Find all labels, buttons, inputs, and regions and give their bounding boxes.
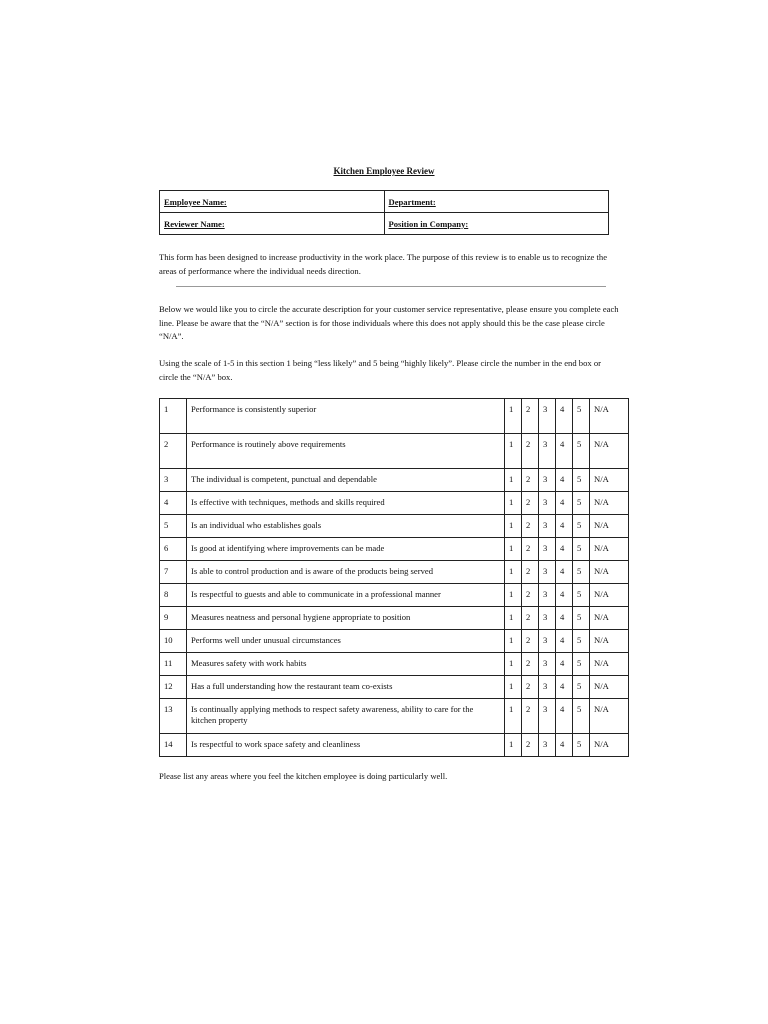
item-number: 4: [160, 492, 187, 515]
item-number: 13: [160, 699, 187, 734]
rating-option-5[interactable]: 5: [573, 515, 590, 538]
na-option[interactable]: N/A: [590, 653, 629, 676]
item-description: Performance is consistently superior: [187, 399, 505, 434]
instructions-paragraph: Below we would like you to circle the accurate description for your customer service representative, please ensure you complete each line. Please be aware that the “N/A” section is for those individuals where this does not apply should this be the case please circle “N/A”.: [159, 304, 619, 341]
review-row: [160, 734, 629, 757]
review-row: [160, 561, 629, 584]
rating-option-3[interactable]: 3: [539, 699, 556, 734]
review-row: [160, 653, 629, 676]
rating-option-3[interactable]: 3: [539, 515, 556, 538]
rating-option-5[interactable]: 5: [573, 561, 590, 584]
rating-option-5[interactable]: 5: [573, 584, 590, 607]
rating-option-4[interactable]: 4: [556, 434, 573, 469]
item-description: Is good at identifying where improvements can be made: [187, 538, 505, 561]
rating-option-3[interactable]: 3: [539, 734, 556, 757]
rating-option-4[interactable]: 4: [556, 734, 573, 757]
rating-option-3[interactable]: 3: [539, 607, 556, 630]
item-number: 12: [160, 676, 187, 699]
rating-option-4[interactable]: 4: [556, 607, 573, 630]
rating-option-5[interactable]: 5: [573, 538, 590, 561]
item-number: 9: [160, 607, 187, 630]
item-description: Is respectful to guests and able to communicate in a professional manner: [187, 584, 505, 607]
rating-option-3[interactable]: 3: [539, 561, 556, 584]
rating-option-3[interactable]: 3: [539, 653, 556, 676]
employee-info-table: [159, 190, 609, 235]
rating-option-1[interactable]: 1: [505, 515, 522, 538]
rating-option-2[interactable]: 2: [522, 607, 539, 630]
rating-option-4[interactable]: 4: [556, 699, 573, 734]
rating-option-4[interactable]: 4: [556, 399, 573, 434]
rating-option-3[interactable]: 3: [539, 538, 556, 561]
na-option[interactable]: N/A: [590, 607, 629, 630]
item-description: Measures neatness and personal hygiene appropriate to position: [187, 607, 505, 630]
rating-option-5[interactable]: 5: [573, 469, 590, 492]
review-row: [160, 584, 629, 607]
rating-option-1[interactable]: 1: [505, 653, 522, 676]
rating-option-4[interactable]: 4: [556, 561, 573, 584]
rating-option-4[interactable]: 4: [556, 653, 573, 676]
item-number: 11: [160, 653, 187, 676]
rating-option-5[interactable]: 5: [573, 492, 590, 515]
rating-option-2[interactable]: 2: [522, 699, 539, 734]
rating-option-3[interactable]: 3: [539, 399, 556, 434]
rating-option-1[interactable]: 1: [505, 584, 522, 607]
rating-option-2[interactable]: 2: [522, 399, 539, 434]
review-table-body: [160, 399, 629, 757]
rating-option-2[interactable]: 2: [522, 538, 539, 561]
info-row: [160, 191, 609, 213]
item-number: 8: [160, 584, 187, 607]
item-number: 10: [160, 630, 187, 653]
rating-option-3[interactable]: 3: [539, 492, 556, 515]
rating-option-3[interactable]: 3: [539, 676, 556, 699]
review-row: [160, 699, 629, 734]
item-description: Is respectful to work space safety and cleanliness: [187, 734, 505, 757]
rating-option-3[interactable]: 3: [539, 584, 556, 607]
rating-option-4[interactable]: 4: [556, 515, 573, 538]
item-number: 3: [160, 469, 187, 492]
rating-option-2[interactable]: 2: [522, 676, 539, 699]
rating-option-5[interactable]: 5: [573, 399, 590, 434]
department-field[interactable]: Department:: [384, 191, 609, 213]
intro-paragraph: This form has been designed to increase productivity in the work place. The purpose of this review is to enable us to recognize the areas of performance where the individual needs direction.: [159, 252, 608, 276]
na-option[interactable]: N/A: [590, 492, 629, 515]
rating-option-3[interactable]: 3: [539, 630, 556, 653]
rating-option-4[interactable]: 4: [556, 492, 573, 515]
na-option[interactable]: N/A: [590, 630, 629, 653]
na-option[interactable]: N/A: [590, 399, 629, 434]
rating-option-5[interactable]: 5: [573, 630, 590, 653]
rating-option-1[interactable]: 1: [505, 676, 522, 699]
rating-option-1[interactable]: 1: [505, 699, 522, 734]
na-option[interactable]: N/A: [590, 515, 629, 538]
rating-option-5[interactable]: 5: [573, 699, 590, 734]
rating-option-4[interactable]: 4: [556, 630, 573, 653]
rating-option-1[interactable]: 1: [505, 734, 522, 757]
na-option[interactable]: N/A: [590, 434, 629, 469]
info-row: [160, 213, 609, 235]
rating-option-3[interactable]: 3: [539, 469, 556, 492]
rating-option-5[interactable]: 5: [573, 653, 590, 676]
rating-option-1[interactable]: 1: [505, 492, 522, 515]
na-option[interactable]: N/A: [590, 584, 629, 607]
review-table: [159, 398, 629, 757]
item-number: 6: [160, 538, 187, 561]
review-row: [160, 434, 629, 469]
position-field[interactable]: Position in Company:: [384, 213, 609, 235]
rating-option-5[interactable]: 5: [573, 607, 590, 630]
item-description: Is continually applying methods to respect safety awareness, ability to care for the kitchen property: [187, 699, 505, 734]
rating-option-2[interactable]: 2: [522, 492, 539, 515]
item-description: Performance is routinely above requirements: [187, 434, 505, 469]
item-number: 5: [160, 515, 187, 538]
item-number: 2: [160, 434, 187, 469]
rating-option-4[interactable]: 4: [556, 538, 573, 561]
rating-option-5[interactable]: 5: [573, 734, 590, 757]
review-row: [160, 469, 629, 492]
rating-option-2[interactable]: 2: [522, 584, 539, 607]
item-number: 1: [160, 399, 187, 434]
rating-option-4[interactable]: 4: [556, 584, 573, 607]
review-row: [160, 492, 629, 515]
rating-option-5[interactable]: 5: [573, 434, 590, 469]
closing-prompt: Please list any areas where you feel the kitchen employee is doing particularly well.: [159, 771, 448, 781]
rating-option-1[interactable]: 1: [505, 469, 522, 492]
rating-option-1[interactable]: 1: [505, 607, 522, 630]
item-description: Is effective with techniques, methods and skills required: [187, 492, 505, 515]
item-description: Measures safety with work habits: [187, 653, 505, 676]
review-row: [160, 630, 629, 653]
rating-option-1[interactable]: 1: [505, 434, 522, 469]
rating-option-2[interactable]: 2: [522, 630, 539, 653]
employee-name-field[interactable]: Employee Name:: [160, 191, 385, 213]
review-row: [160, 676, 629, 699]
rating-option-5[interactable]: 5: [573, 676, 590, 699]
review-row: [160, 538, 629, 561]
item-description: Is an individual who establishes goals: [187, 515, 505, 538]
review-row: [160, 399, 629, 434]
item-description: Has a full understanding how the restaurant team co-exists: [187, 676, 505, 699]
na-option[interactable]: N/A: [590, 699, 629, 734]
rating-option-2[interactable]: 2: [522, 469, 539, 492]
rating-option-3[interactable]: 3: [539, 434, 556, 469]
na-option[interactable]: N/A: [590, 676, 629, 699]
rating-option-2[interactable]: 2: [522, 561, 539, 584]
rating-option-2[interactable]: 2: [522, 515, 539, 538]
rating-option-4[interactable]: 4: [556, 676, 573, 699]
rating-option-1[interactable]: 1: [505, 538, 522, 561]
rating-option-1[interactable]: 1: [505, 399, 522, 434]
page-title: Kitchen Employee Review: [333, 166, 435, 176]
rating-option-4[interactable]: 4: [556, 469, 573, 492]
review-row: [160, 515, 629, 538]
item-number: 7: [160, 561, 187, 584]
na-option[interactable]: N/A: [590, 538, 629, 561]
reviewer-name-field[interactable]: Reviewer Name:: [160, 213, 385, 235]
review-row: [160, 607, 629, 630]
rating-option-1[interactable]: 1: [505, 561, 522, 584]
item-description: The individual is competent, punctual and dependable: [187, 469, 505, 492]
rating-option-2[interactable]: 2: [522, 434, 539, 469]
scale-note-paragraph: Using the scale of 1-5 in this section 1 being “less likely” and 5 being “highly likely”. Please circle the number in the end box or circle the “N/A” box.: [159, 358, 601, 382]
na-option[interactable]: N/A: [590, 469, 629, 492]
divider: [176, 286, 606, 287]
item-description: Is able to control production and is aware of the products being served: [187, 561, 505, 584]
rating-option-2[interactable]: 2: [522, 653, 539, 676]
na-option[interactable]: N/A: [590, 561, 629, 584]
item-number: 14: [160, 734, 187, 757]
item-description: Performs well under unusual circumstances: [187, 630, 505, 653]
rating-option-2[interactable]: 2: [522, 734, 539, 757]
rating-option-1[interactable]: 1: [505, 630, 522, 653]
na-option[interactable]: N/A: [590, 734, 629, 757]
